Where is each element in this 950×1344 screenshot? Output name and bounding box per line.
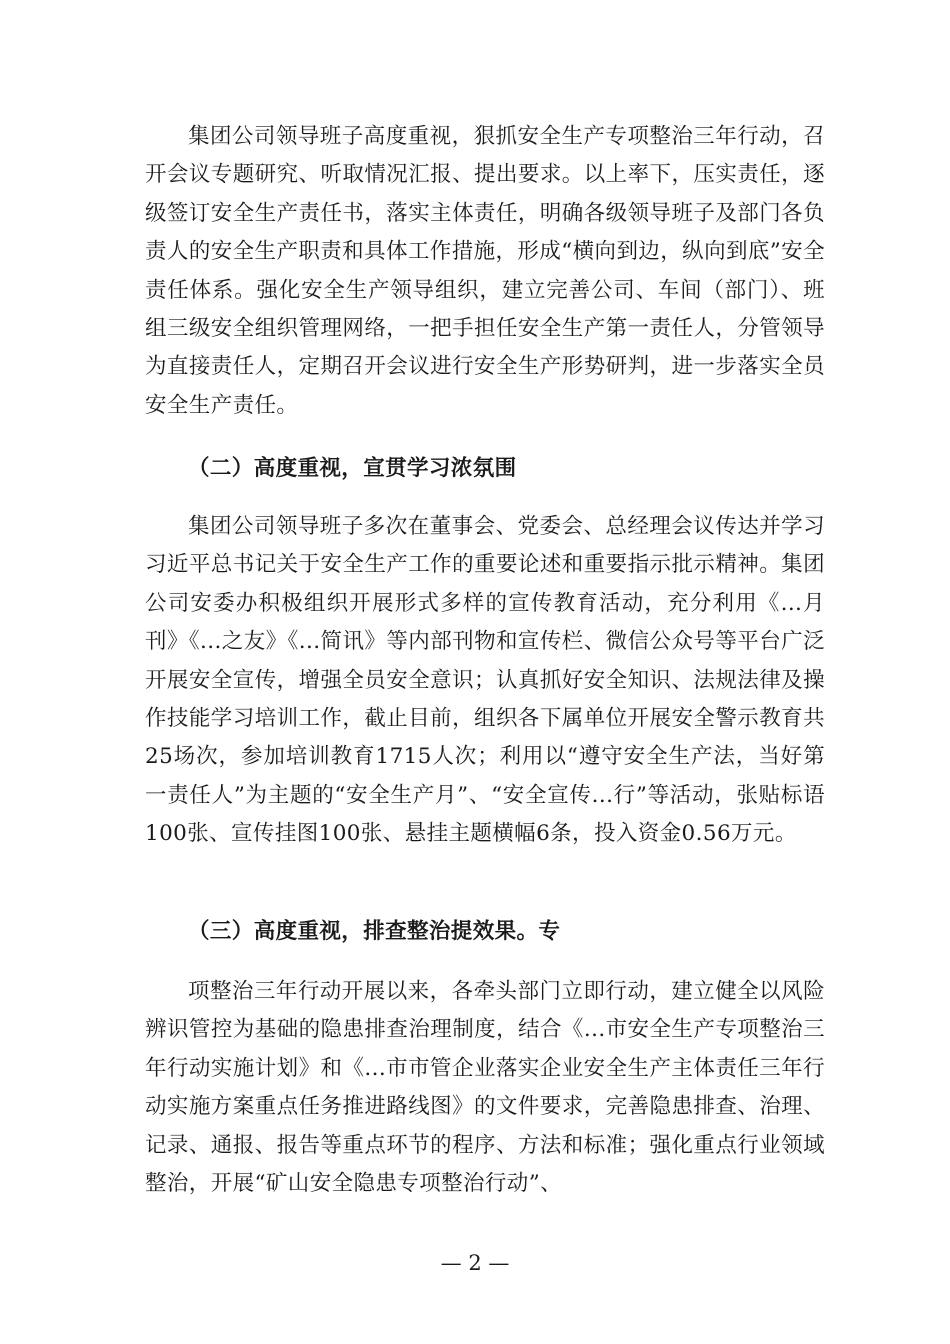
paragraph-publicity: 集团公司领导班子多次在董事会、党委会、总经理会议传达并学习习近平总书记关于安全生产工作的重要论述和重要指示批示精神。集团公司安委办积极组织开展形式多样的宣传教育活动，充分利用《...月刊》《...之友》《...简讯》等内部刊物和宣传栏、微信公众号等平台广泛开展安全宣传，增强全员安全意识；认真抓好安全知识、法规法律及操作技能学习培训工作，截止目前，组织各下属单位开展安全警示教育共25场次，参加培训教育1715人次；利用以“遵守安全生产法，当好第一责任人”为主题的“安全生产月”、“安全宣传...行”等活动，张贴标语100张、宣传挂图100张、悬挂主题横幅6条，投入资金0.56万元。 bbox=[145, 514, 825, 847]
page-number: — 2 — bbox=[440, 1251, 510, 1275]
section-heading-3: （三）高度重视，排查整治提效果。专 bbox=[188, 919, 561, 944]
paragraph-responsibility: 集团公司领导班子高度重视，狠抓安全生产专项整治三年行动，召开会议专题研究、听取情况汇报、提出要求。以上率下，压实责任，逐级签订安全生产责任书，落实主体责任，明确各级领导班子及部门各负责人的安全生产职责和具体工作措施，形成“横向到边，纵向到底”安全责任体系。强化安全生产领导组织，建立完善公司、车间（部门）、班组三级安全组织管理网络，一把手担任安全生产第一责任人，分管领导为直接责任人，定期召开会议进行安全生产形势研判，进一步落实全员安全生产责任。 bbox=[145, 124, 825, 418]
paragraph-rectification: 项整治三年行动开展以来，各牵头部门立即行动，建立健全以风险辨识管控为基础的隐患排查治理制度，结合《...市安全生产专项整治三年行动实施计划》和《...市市管企业落实企业安全生产主体责任三年行动实施方案重点任务推进路线图》的文件要求，完善隐患排查、治理、记录、通报、报告等重点环节的程序、方法和标准；强化重点行业领域整治，开展“矿山安全隐患专项整治行动”、 bbox=[145, 979, 825, 1197]
section-heading-2: （二）高度重视，宣贯学习浓氛围 bbox=[188, 456, 517, 481]
